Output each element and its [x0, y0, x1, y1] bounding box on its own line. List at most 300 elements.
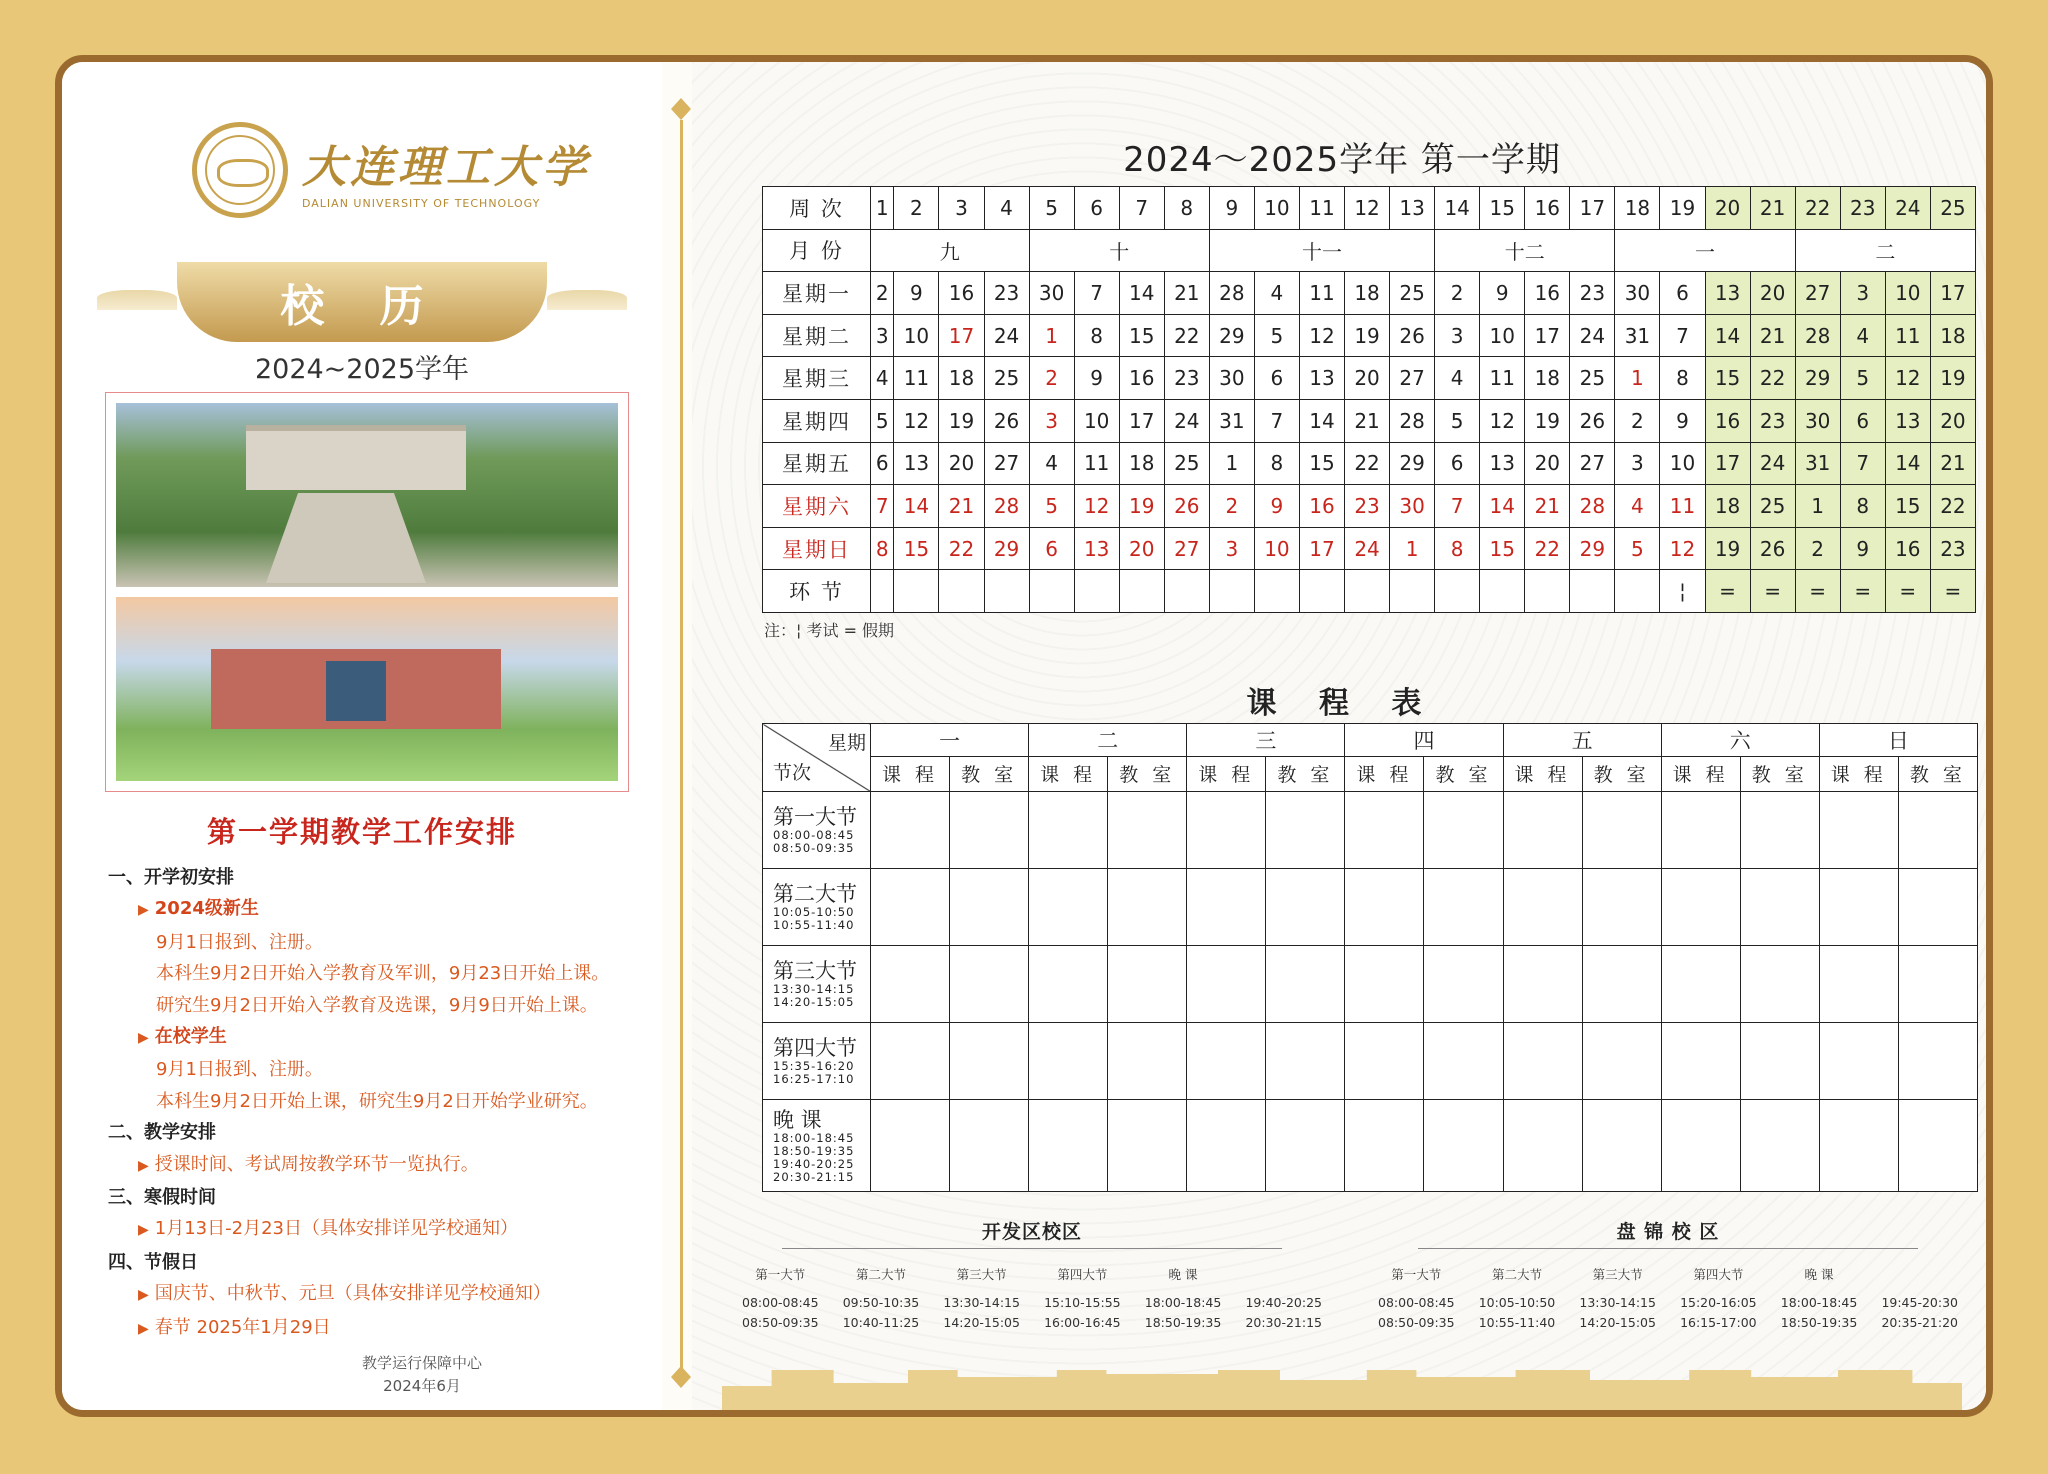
weekday-label: 星期五 [763, 442, 871, 485]
week-number: 25 [1930, 187, 1975, 230]
date-cell: 7 [1254, 399, 1299, 442]
room-cell[interactable] [1740, 946, 1819, 1023]
date-cell: 25 [1750, 485, 1795, 528]
date-cell: 8 [1254, 442, 1299, 485]
date-cell: 2 [1795, 527, 1840, 570]
room-cell[interactable] [1266, 792, 1345, 869]
date-cell: 18 [1705, 485, 1750, 528]
date-cell: 6 [871, 442, 894, 485]
divider [671, 98, 691, 1388]
date-cell: 1 [1615, 357, 1660, 400]
date-cell: 24 [1164, 399, 1209, 442]
week-number: 13 [1390, 187, 1435, 230]
room-cell[interactable] [950, 1100, 1029, 1192]
segment-cell [1570, 570, 1615, 613]
plan-line [108, 958, 668, 989]
plan-line [108, 1213, 668, 1246]
date-cell: 22 [1525, 527, 1570, 570]
date-cell: 11 [1660, 485, 1705, 528]
course-cell[interactable] [1029, 946, 1108, 1023]
room-col-header: 教 室 [1266, 756, 1345, 791]
course-cell[interactable] [1819, 869, 1898, 946]
date-cell: 2 [1209, 485, 1254, 528]
date-cell: 5 [1840, 357, 1885, 400]
date-cell: 21 [939, 485, 984, 528]
room-cell[interactable] [1898, 1023, 1977, 1100]
week-number: 15 [1480, 187, 1525, 230]
campus-period-time: 08:00-08:45 [1378, 1295, 1455, 1310]
date-cell: 8 [1435, 527, 1480, 570]
divider-ornament-top [671, 98, 691, 120]
course-cell[interactable] [1187, 869, 1266, 946]
date-cell: 27 [984, 442, 1029, 485]
room-cell[interactable] [1108, 869, 1187, 946]
date-cell: 10 [1254, 527, 1299, 570]
campus-time-columns [1378, 1265, 1958, 1333]
date-cell: 13 [1074, 527, 1119, 570]
campus-period-time: 15:20-16:05 [1680, 1295, 1757, 1310]
segment-cell [1074, 570, 1119, 613]
date-cell: 29 [1570, 527, 1615, 570]
period-time: 20:30-21:15 [773, 1169, 855, 1184]
segment-cell: = [1885, 570, 1930, 613]
date-cell: 22 [1930, 485, 1975, 528]
segment-row-label: 环 节 [763, 570, 871, 613]
room-cell[interactable] [1582, 869, 1661, 946]
room-cell[interactable] [1898, 792, 1977, 869]
date-cell: 14 [1885, 442, 1930, 485]
date-cell: 19 [1930, 357, 1975, 400]
room-cell[interactable] [1266, 946, 1345, 1023]
week-number: 11 [1299, 187, 1344, 230]
date-cell: 21 [1345, 399, 1390, 442]
date-cell: 16 [1885, 527, 1930, 570]
schedule-day-header: 六 [1661, 724, 1819, 757]
plan-line [108, 1117, 668, 1148]
date-cell: 28 [1570, 485, 1615, 528]
academic-year: 2024~2025学年 [254, 354, 470, 385]
segment-cell [1299, 570, 1344, 613]
course-col-header: 课 程 [1187, 756, 1266, 791]
course-cell[interactable] [1503, 1100, 1582, 1192]
period-name: 第一大节 [773, 805, 857, 829]
weekday-label: 星期二 [763, 314, 871, 357]
course-cell[interactable] [871, 792, 950, 869]
date-cell: 19 [1525, 399, 1570, 442]
campus-period-time: 16:15-17:00 [1680, 1315, 1757, 1330]
date-cell: 22 [1164, 314, 1209, 357]
date-cell: 29 [1390, 442, 1435, 485]
date-cell: 2 [1615, 399, 1660, 442]
plan-line [108, 927, 668, 958]
campus-period-time: 19:40-20:25 [1245, 1295, 1322, 1310]
month-name: 二 [1795, 229, 1975, 272]
segment-cell [871, 570, 894, 613]
date-cell: 3 [1435, 314, 1480, 357]
date-cell: 30 [1390, 485, 1435, 528]
date-cell: 29 [984, 527, 1029, 570]
campus-period-head: 第三大节 [1592, 1267, 1643, 1282]
plan-line [108, 862, 668, 893]
room-cell[interactable] [950, 1023, 1029, 1100]
course-cell[interactable] [1345, 869, 1424, 946]
campus-time-column [1781, 1265, 1858, 1333]
date-cell: 5 [871, 399, 894, 442]
date-cell: 31 [1615, 314, 1660, 357]
course-cell[interactable] [1661, 792, 1740, 869]
date-cell: 17 [1119, 399, 1164, 442]
course-cell[interactable] [1503, 1023, 1582, 1100]
schedule-day-header: 四 [1345, 724, 1503, 757]
plan-line-text: 授课时间、考试周按教学环节一览执行。 [154, 1153, 479, 1175]
semester-title: 2024～2025学年 第一学期 [1123, 140, 1561, 180]
date-cell: 14 [1299, 399, 1344, 442]
date-cell: 2 [1029, 357, 1074, 400]
date-cell: 14 [1480, 485, 1525, 528]
room-col-header: 教 室 [1740, 756, 1819, 791]
campus-period-time: 14:20-15:05 [943, 1315, 1020, 1330]
course-col-header: 课 程 [1661, 756, 1740, 791]
week-number: 3 [939, 187, 984, 230]
room-cell[interactable] [1424, 946, 1503, 1023]
room-cell[interactable] [1266, 1100, 1345, 1192]
period-name: 第四大节 [773, 1036, 857, 1060]
course-cell[interactable] [1661, 946, 1740, 1023]
period-time: 13:30-14:15 [773, 982, 855, 996]
date-cell: 21 [1525, 485, 1570, 528]
date-cell: 25 [1164, 442, 1209, 485]
plan-line [108, 893, 668, 926]
date-cell: 18 [1345, 272, 1390, 315]
triangle-bullet-icon: ▶ [138, 1157, 149, 1174]
date-cell: 30 [1615, 272, 1660, 315]
week-number: 1 [871, 187, 894, 230]
course-cell[interactable] [1661, 1100, 1740, 1192]
room-col-header: 教 室 [1582, 756, 1661, 791]
date-cell: 9 [1660, 399, 1705, 442]
triangle-bullet-icon: ▶ [138, 1030, 149, 1047]
date-cell: 12 [1660, 527, 1705, 570]
period-time: 10:05-10:50 [773, 905, 855, 919]
date-cell: 3 [1209, 527, 1254, 570]
course-cell[interactable] [1819, 1100, 1898, 1192]
week-number: 5 [1029, 187, 1074, 230]
date-cell: 16 [1119, 357, 1164, 400]
date-cell: 9 [1840, 527, 1885, 570]
left-panel [62, 62, 662, 1410]
date-cell: 26 [1164, 485, 1209, 528]
weekday-label: 星期六 [763, 485, 871, 528]
segment-cell [984, 570, 1029, 613]
course-cell[interactable] [1503, 869, 1582, 946]
date-cell: 4 [1435, 357, 1480, 400]
room-cell[interactable] [1582, 1023, 1661, 1100]
segment-cell [1345, 570, 1390, 613]
campus-period-time: 18:00-18:45 [1780, 1295, 1858, 1310]
room-cell[interactable] [1582, 792, 1661, 869]
date-cell: 31 [1209, 399, 1254, 442]
campus-time-column [1044, 1265, 1121, 1333]
date-cell: 11 [1480, 357, 1525, 400]
campus-time-column [1680, 1265, 1757, 1333]
date-cell: 12 [1885, 357, 1930, 400]
date-cell: 3 [1840, 272, 1885, 315]
week-number: 18 [1615, 187, 1660, 230]
date-cell: 10 [1660, 442, 1705, 485]
schedule-day-header: 日 [1819, 724, 1977, 757]
plan-line-text: 四、节假日 [108, 1251, 198, 1273]
room-cell[interactable] [1898, 869, 1977, 946]
date-cell: 16 [1299, 485, 1344, 528]
footer-date: 2024年6月 [383, 1377, 461, 1395]
course-cell[interactable] [1819, 1023, 1898, 1100]
weekday-label: 星期三 [763, 357, 871, 400]
plan-line-text: 研究生9月2日开始入学教育及选课，9月9日开始上课。 [156, 994, 598, 1016]
course-cell[interactable] [1661, 1023, 1740, 1100]
calendar-sheet [55, 55, 1993, 1417]
plan-line [108, 1021, 668, 1054]
campus-photo-main-building [116, 403, 618, 587]
segment-cell [1209, 570, 1254, 613]
period-label [763, 946, 871, 1023]
date-cell: 20 [1750, 272, 1795, 315]
period-time: 14:20-15:05 [773, 995, 855, 1009]
week-number: 20 [1705, 187, 1750, 230]
course-col-header: 课 程 [1345, 756, 1424, 791]
date-cell: 23 [1750, 399, 1795, 442]
date-cell: 5 [1615, 527, 1660, 570]
course-cell[interactable] [1345, 792, 1424, 869]
segment-cell: = [1705, 570, 1750, 613]
campus-period-time: 09:50-10:35 [842, 1295, 920, 1310]
course-cell[interactable] [1187, 946, 1266, 1023]
campus-period-time: 10:55-11:40 [1478, 1315, 1556, 1330]
room-cell[interactable] [1424, 792, 1503, 869]
campus-period-head: 第三大节 [956, 1267, 1007, 1282]
weekday-label: 星期四 [763, 399, 871, 442]
date-cell: 8 [1074, 314, 1119, 357]
date-cell: 18 [1930, 314, 1975, 357]
room-cell[interactable] [1108, 1100, 1187, 1192]
date-cell: 17 [939, 314, 984, 357]
date-cell: 9 [894, 272, 939, 315]
date-cell: 10 [1480, 314, 1525, 357]
course-cell[interactable] [1029, 792, 1108, 869]
campus-photo-library [116, 597, 618, 781]
segment-cell: ¦ [1660, 570, 1705, 613]
course-cell[interactable] [1029, 869, 1108, 946]
plan-list [108, 862, 668, 1345]
date-cell: 22 [939, 527, 984, 570]
date-cell: 7 [1435, 485, 1480, 528]
course-cell[interactable] [1661, 869, 1740, 946]
date-cell: 27 [1164, 527, 1209, 570]
date-cell: 24 [1750, 442, 1795, 485]
course-cell[interactable] [1819, 792, 1898, 869]
date-cell: 13 [894, 442, 939, 485]
room-col-header: 教 室 [1108, 756, 1187, 791]
date-cell: 13 [1299, 357, 1344, 400]
date-cell: 12 [1480, 399, 1525, 442]
room-cell[interactable] [950, 946, 1029, 1023]
plan-line-text: 2024级新生 [154, 898, 259, 920]
room-cell[interactable] [1740, 1100, 1819, 1192]
campus-time-column [1579, 1265, 1656, 1333]
campus-photos [105, 392, 629, 792]
date-cell: 23 [1164, 357, 1209, 400]
week-number: 7 [1119, 187, 1164, 230]
date-cell: 13 [1705, 272, 1750, 315]
room-cell[interactable] [1582, 1100, 1661, 1192]
footer-org: 教学运行保障中心 [361, 1354, 482, 1372]
course-cell[interactable] [1503, 946, 1582, 1023]
campus-period-time: 08:50-09:35 [1378, 1315, 1455, 1330]
date-cell: 22 [1750, 357, 1795, 400]
campus-period-time: 13:30-14:15 [1579, 1295, 1656, 1310]
date-cell: 3 [1615, 442, 1660, 485]
date-cell: 26 [984, 399, 1029, 442]
room-col-header: 教 室 [950, 756, 1029, 791]
date-cell: 20 [1345, 357, 1390, 400]
date-cell: 30 [1795, 399, 1840, 442]
date-cell: 12 [1299, 314, 1344, 357]
campus-time-column [843, 1265, 920, 1333]
room-cell[interactable] [1740, 869, 1819, 946]
date-cell: 3 [1029, 399, 1074, 442]
course-cell[interactable] [1187, 1100, 1266, 1192]
plan-line [108, 1312, 668, 1345]
room-cell[interactable] [1740, 792, 1819, 869]
date-cell: 1 [1795, 485, 1840, 528]
room-cell[interactable] [1424, 869, 1503, 946]
segment-cell [939, 570, 984, 613]
campus-period-time: 16:00-16:45 [1044, 1315, 1121, 1330]
date-cell: 9 [1480, 272, 1525, 315]
triangle-bullet-icon: ▶ [138, 1320, 149, 1337]
date-cell: 2 [1435, 272, 1480, 315]
course-cell[interactable] [1187, 1023, 1266, 1100]
date-cell: 5 [1435, 399, 1480, 442]
course-col-header: 课 程 [1819, 756, 1898, 791]
course-cell[interactable] [871, 869, 950, 946]
date-cell: 14 [1705, 314, 1750, 357]
date-cell: 10 [894, 314, 939, 357]
date-cell: 15 [1299, 442, 1344, 485]
course-cell[interactable] [871, 1023, 950, 1100]
room-cell[interactable] [950, 869, 1029, 946]
room-cell[interactable] [1266, 869, 1345, 946]
schedule-day-header: 三 [1187, 724, 1345, 757]
date-cell: 6 [1029, 527, 1074, 570]
date-cell: 26 [1750, 527, 1795, 570]
period-time: 18:00-18:45 [773, 1130, 855, 1145]
week-row-label: 周 次 [763, 187, 871, 230]
week-number: 4 [984, 187, 1029, 230]
course-cell[interactable] [871, 946, 950, 1023]
room-cell[interactable] [1266, 1023, 1345, 1100]
plan-line-text: 在校学生 [154, 1026, 227, 1048]
course-cell[interactable] [1345, 946, 1424, 1023]
university-name-cn: 大连理工大学 [302, 141, 590, 193]
date-cell: 16 [939, 272, 984, 315]
university-logo [192, 122, 590, 218]
campus-name: 盘 锦 校 区 [1418, 1217, 1918, 1249]
campus-period-head: 第一大节 [1391, 1267, 1442, 1282]
week-number: 23 [1840, 187, 1885, 230]
date-cell: 3 [871, 314, 894, 357]
date-cell: 26 [1570, 399, 1615, 442]
course-cell[interactable] [1345, 1023, 1424, 1100]
month-name: 十二 [1435, 229, 1615, 272]
campus-time-columns [742, 1265, 1322, 1333]
banner-title: 校 历 [280, 281, 444, 332]
course-cell[interactable] [1503, 792, 1582, 869]
date-cell: 20 [1930, 399, 1975, 442]
period-time: 16:25-17:10 [773, 1072, 855, 1086]
campus-period-head: 晚 课 [1804, 1267, 1834, 1282]
banner-wing-right [547, 290, 627, 310]
room-cell[interactable] [1740, 1023, 1819, 1100]
schedule-corner [763, 724, 871, 792]
room-cell[interactable] [1108, 792, 1187, 869]
plan-line-text: 国庆节、中秋节、元旦（具体安排详见学校通知） [154, 1283, 551, 1305]
campus-time-column [1245, 1265, 1322, 1333]
date-cell: 21 [1164, 272, 1209, 315]
date-cell: 16 [1705, 399, 1750, 442]
room-cell[interactable] [1898, 1100, 1977, 1192]
course-cell[interactable] [1819, 946, 1898, 1023]
date-cell: 28 [1390, 399, 1435, 442]
schedule-day-header: 五 [1503, 724, 1661, 757]
room-cell[interactable] [1898, 946, 1977, 1023]
date-cell: 18 [1525, 357, 1570, 400]
room-cell[interactable] [1108, 1023, 1187, 1100]
course-cell[interactable] [1187, 792, 1266, 869]
course-cell[interactable] [1029, 1023, 1108, 1100]
date-cell: 10 [1074, 399, 1119, 442]
month-name: 一 [1615, 229, 1795, 272]
date-cell: 20 [1525, 442, 1570, 485]
campus-period-time: 18:50-19:35 [1144, 1315, 1222, 1330]
plan-line [108, 1149, 668, 1182]
room-cell[interactable] [1424, 1100, 1503, 1192]
week-number: 8 [1164, 187, 1209, 230]
campus-period-head: 第四大节 [1693, 1267, 1744, 1282]
course-cell[interactable] [1029, 1100, 1108, 1192]
plan-line [108, 990, 668, 1021]
segment-cell [1029, 570, 1074, 613]
room-cell[interactable] [1108, 946, 1187, 1023]
plan-title: 第一学期教学工作安排 [206, 815, 517, 849]
room-cell[interactable] [1582, 946, 1661, 1023]
segment-cell [1480, 570, 1525, 613]
date-cell: 24 [984, 314, 1029, 357]
course-cell[interactable] [1345, 1100, 1424, 1192]
course-cell[interactable] [871, 1100, 950, 1192]
campus-time-column [1881, 1265, 1958, 1333]
date-cell: 7 [871, 485, 894, 528]
date-cell: 20 [1119, 527, 1164, 570]
room-cell[interactable] [1424, 1023, 1503, 1100]
room-col-header: 教 室 [1898, 756, 1977, 791]
room-cell[interactable] [950, 792, 1029, 869]
week-number: 17 [1570, 187, 1615, 230]
schedule-title: 课 程 表 [1246, 686, 1438, 721]
period-time: 10:55-11:40 [773, 918, 855, 932]
campus-period-head: 第二大节 [1491, 1267, 1542, 1282]
date-cell: 25 [984, 357, 1029, 400]
segment-cell: = [1795, 570, 1840, 613]
